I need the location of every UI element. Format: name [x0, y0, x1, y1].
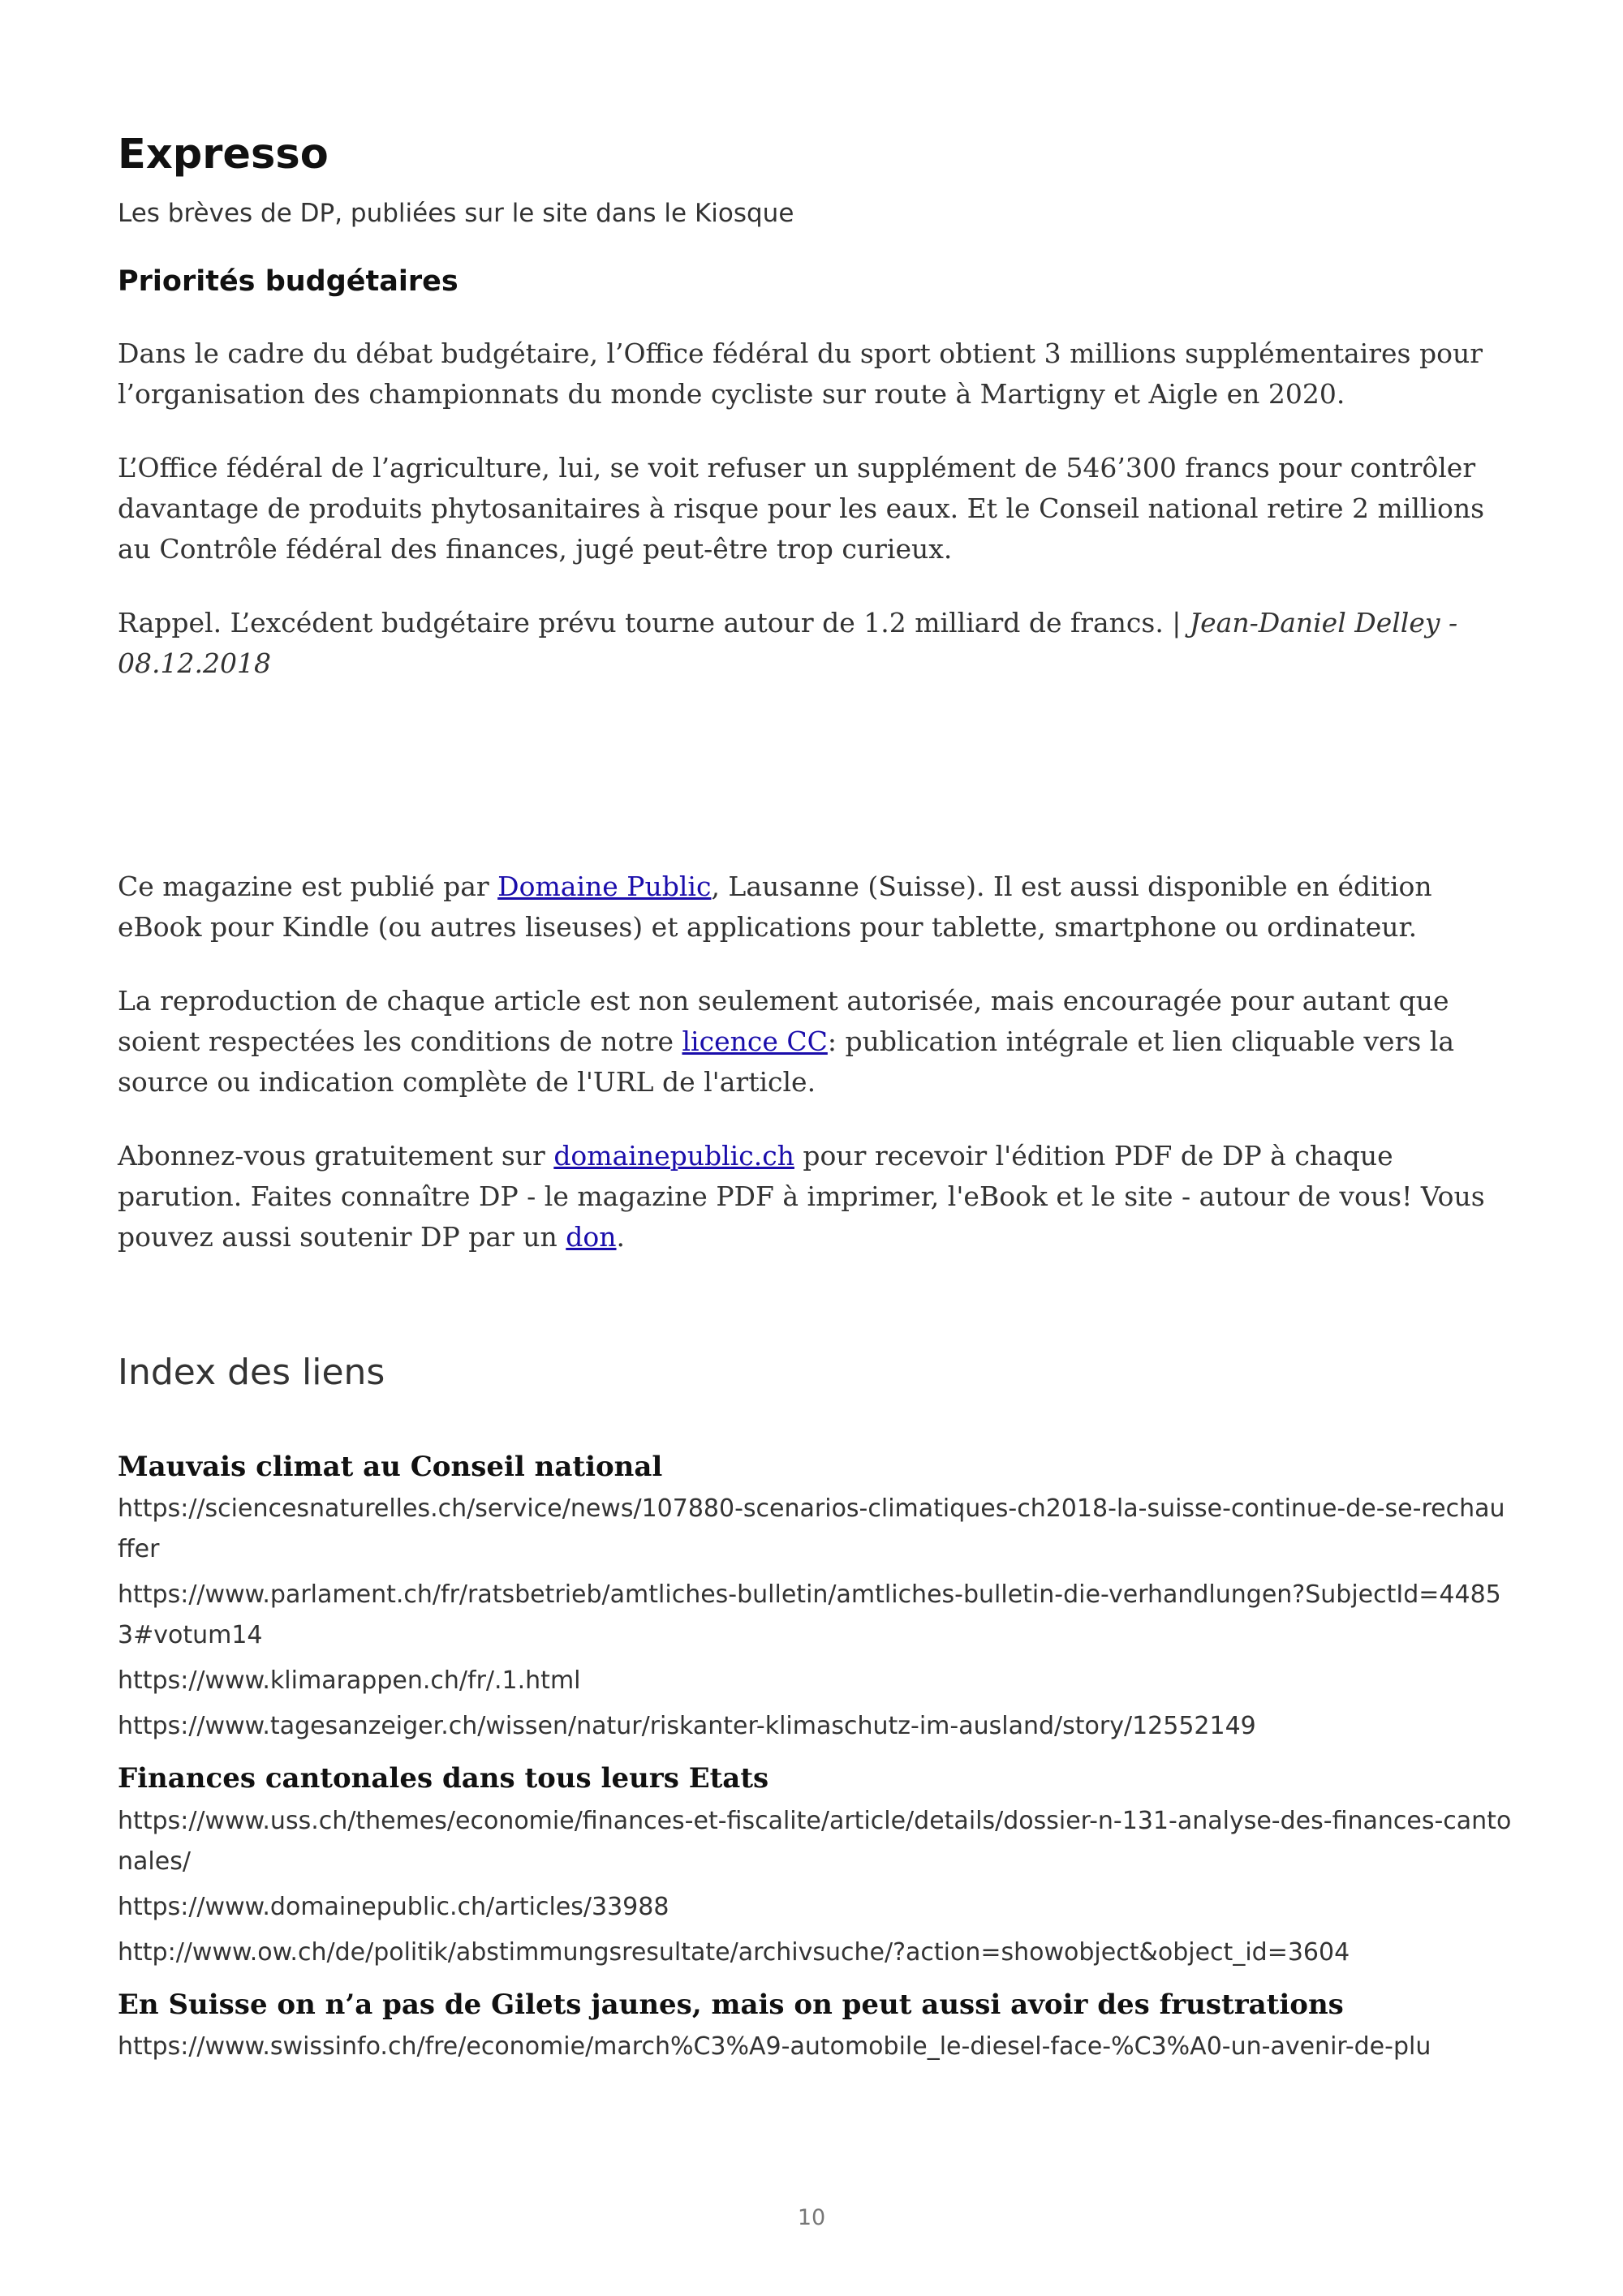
article-signature: Jean-Daniel Delley - 08.12.2018 [118, 606, 1458, 679]
text: Abonnez-vous gratuitement sur [118, 1139, 554, 1172]
article-paragraph-last [118, 603, 1513, 684]
section-title: Expresso [118, 131, 329, 178]
domaine-public-link[interactable]: Domaine Public [497, 870, 712, 902]
text: La reproduction de chaque article est non seulement autorisée, mais encouragée pour autant que soient respectées les conditions de notre [118, 984, 1449, 1057]
link-url[interactable]: https://www.uss.ch/themes/economie/finances-et-fiscalite/article/details/dossier-n-131-analyse-des-finances-cantonales/ [118, 1806, 1512, 1876]
text: : publication intégrale et lien cliquable vers la source ou indication complète de l'URL de l'article. [118, 1025, 1455, 1098]
page-content [118, 130, 1513, 2072]
link-group [118, 1988, 1513, 2068]
link-url[interactable]: https://www.domainepublic.ch/articles/33988 [118, 1892, 669, 1921]
link-group [118, 1761, 1513, 1973]
link-url[interactable]: https://www.tagesanzeiger.ch/wissen/natur/riskanter-klimaschutz-im-ausland/story/12552149 [118, 1712, 1256, 1741]
link-group [118, 1450, 1513, 1748]
article-paragraph: Dans le cadre du débat budgétaire, l’Office fédéral du sport obtient 3 millions supplémentaires pour l’organisation des championnats du monde cycliste sur route à Martigny et Aigle en 2020. [118, 337, 1483, 410]
link-url[interactable]: http://www.ow.ch/de/politik/abstimmungsresultate/archivsuche/?action=showobject&object_id=3604 [118, 1937, 1350, 1967]
page-number: 10 [797, 2205, 826, 2230]
domainepublic-link[interactable]: domainepublic.ch [553, 1139, 794, 1172]
link-url[interactable]: https://www.swissinfo.ch/fre/economie/march%C3%A9-automobile_le-diesel-face-%C3%A0-un-avenir-de-plu [118, 2032, 1431, 2062]
text: . [616, 1220, 626, 1253]
link-group-heading: En Suisse on n’a pas de Gilets jaunes, mais on peut aussi avoir des frustrations [118, 1988, 1344, 2021]
section-subtitle: Les brèves de DP, publiées sur le site dans le Kiosque [118, 199, 794, 229]
text: Ce magazine est publié par [118, 870, 498, 902]
article-paragraph: L’Office fédéral de l’agriculture, lui, se voit refuser un supplément de 546’300 francs pour contrôler davantage de produits phytosanitaires à risque pour les eaux. Et le Conseil national retire 2 millions au Contrôle fédéral des finances, jugé peut-être trop curieux. [118, 451, 1485, 565]
licence-cc-link[interactable]: licence CC [682, 1025, 828, 1057]
subscribe-paragraph [118, 1136, 1513, 1258]
article-title: Priorités budgétaires [118, 265, 458, 299]
text: pour recevoir l'édition PDF de DP à chaque parution. Faites connaître DP - le magazine PDF à imprimer, l'eBook et le site - autour de vous! Vous pouvez aussi soutenir DP par un [118, 1139, 1485, 1253]
publisher-paragraph [118, 866, 1513, 948]
link-url[interactable]: https://www.klimarappen.ch/fr/.1.html [118, 1666, 581, 1696]
link-index-title: Index des liens [118, 1351, 385, 1393]
link-url[interactable]: https://www.parlament.ch/fr/ratsbetrieb/amtliches-bulletin/amtliches-bulletin-die-verhandlungen?SubjectId=44853#votum14 [118, 1580, 1501, 1650]
link-group-heading: Mauvais climat au Conseil national [118, 1450, 663, 1483]
link-url[interactable]: https://sciencesnaturelles.ch/service/news/107880-scenarios-climatiques-ch2018-la-suisse-continue-de-se-rechauffer [118, 1494, 1505, 1564]
donation-link[interactable]: don [566, 1220, 617, 1253]
link-group-heading: Finances cantonales dans tous leurs Etats [118, 1762, 769, 1795]
article-text: Rappel. L’excédent budgétaire prévu tourne autour de 1.2 milliard de francs. | [118, 606, 1190, 638]
license-paragraph [118, 981, 1513, 1103]
text: , Lausanne (Suisse). Il est aussi disponible en édition eBook pour Kindle (ou autres liseuses) et applications pour tablette, smartphone ou ordinateur. [118, 870, 1432, 943]
publisher-notice [118, 866, 1513, 1258]
